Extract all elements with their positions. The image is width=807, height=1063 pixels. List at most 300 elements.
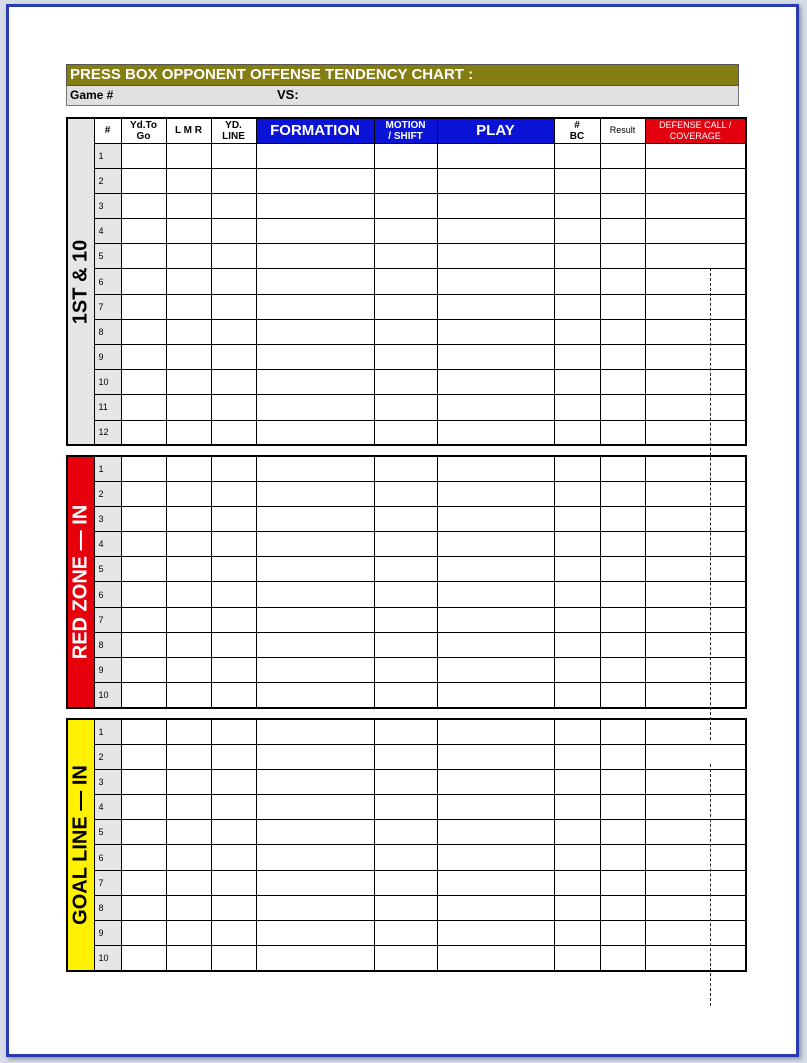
entry-cell[interactable] — [554, 395, 600, 420]
entry-cell[interactable] — [645, 845, 746, 870]
table-row — [67, 269, 746, 294]
entry-cell[interactable] — [645, 319, 746, 344]
entry-cell[interactable] — [121, 557, 166, 582]
entry-cell[interactable] — [121, 582, 166, 607]
entry-cell[interactable] — [554, 845, 600, 870]
entry-cell[interactable] — [166, 607, 211, 632]
entry-cell[interactable] — [211, 820, 256, 845]
entry-cell[interactable] — [437, 345, 554, 370]
entry-cell[interactable] — [645, 370, 746, 395]
entry-cell[interactable] — [374, 143, 437, 168]
entry-cell[interactable] — [121, 244, 166, 269]
entry-cell[interactable] — [645, 769, 746, 794]
entry-cell[interactable] — [374, 683, 437, 708]
entry-cell[interactable] — [211, 370, 256, 395]
entry-cell[interactable] — [600, 845, 645, 870]
entry-cell[interactable] — [211, 744, 256, 769]
entry-cell[interactable] — [256, 946, 374, 971]
entry-cell[interactable] — [437, 658, 554, 683]
entry-cell[interactable] — [121, 607, 166, 632]
entry-cell[interactable] — [121, 481, 166, 506]
entry-cell[interactable] — [645, 607, 746, 632]
entry-cell[interactable] — [600, 870, 645, 895]
entry-cell[interactable] — [437, 820, 554, 845]
entry-cell[interactable] — [166, 719, 211, 744]
entry-cell[interactable] — [211, 345, 256, 370]
entry-cell[interactable] — [374, 557, 437, 582]
entry-cell[interactable] — [645, 632, 746, 657]
entry-cell[interactable] — [554, 921, 600, 946]
entry-cell[interactable] — [554, 532, 600, 557]
entry-cell[interactable] — [554, 345, 600, 370]
entry-cell[interactable] — [166, 795, 211, 820]
entry-cell[interactable] — [256, 719, 374, 744]
entry-cell[interactable] — [166, 683, 211, 708]
entry-cell[interactable] — [166, 744, 211, 769]
entry-cell[interactable] — [121, 395, 166, 420]
entry-cell[interactable] — [166, 557, 211, 582]
entry-cell[interactable] — [374, 193, 437, 218]
entry-cell[interactable] — [256, 294, 374, 319]
entry-cell[interactable] — [437, 582, 554, 607]
entry-cell[interactable] — [121, 420, 166, 445]
entry-cell[interactable] — [256, 456, 374, 481]
entry-cell[interactable] — [256, 658, 374, 683]
table-row — [67, 193, 746, 218]
entry-cell[interactable] — [374, 895, 437, 920]
entry-cell[interactable] — [256, 193, 374, 218]
entry-cell[interactable] — [437, 219, 554, 244]
entry-cell[interactable] — [600, 557, 645, 582]
entry-cell[interactable] — [600, 168, 645, 193]
entry-cell[interactable] — [600, 795, 645, 820]
entry-cell[interactable] — [374, 607, 437, 632]
entry-cell[interactable] — [166, 532, 211, 557]
entry-cell[interactable] — [600, 319, 645, 344]
entry-cell[interactable] — [166, 168, 211, 193]
entry-cell[interactable] — [166, 632, 211, 657]
entry-cell[interactable] — [211, 219, 256, 244]
entry-cell[interactable] — [645, 219, 746, 244]
entry-cell[interactable] — [256, 845, 374, 870]
entry-cell[interactable] — [211, 395, 256, 420]
entry-cell[interactable] — [121, 506, 166, 531]
entry-cell[interactable] — [166, 345, 211, 370]
entry-cell[interactable] — [166, 921, 211, 946]
entry-cell[interactable] — [645, 456, 746, 481]
entry-cell[interactable] — [600, 658, 645, 683]
entry-cell[interactable] — [554, 481, 600, 506]
entry-cell[interactable] — [645, 395, 746, 420]
entry-cell[interactable] — [645, 658, 746, 683]
entry-cell[interactable] — [166, 845, 211, 870]
entry-cell[interactable] — [256, 269, 374, 294]
entry-cell[interactable] — [256, 532, 374, 557]
entry-cell[interactable] — [374, 319, 437, 344]
entry-cell[interactable] — [600, 683, 645, 708]
entry-cell[interactable] — [600, 895, 645, 920]
entry-cell[interactable] — [437, 395, 554, 420]
entry-cell[interactable] — [211, 921, 256, 946]
entry-cell[interactable] — [121, 193, 166, 218]
entry-cell[interactable] — [600, 370, 645, 395]
entry-cell[interactable] — [437, 168, 554, 193]
entry-cell[interactable] — [211, 269, 256, 294]
entry-cell[interactable] — [256, 744, 374, 769]
entry-cell[interactable] — [121, 820, 166, 845]
entry-cell[interactable] — [166, 895, 211, 920]
entry-cell[interactable] — [374, 845, 437, 870]
entry-cell[interactable] — [600, 769, 645, 794]
entry-cell[interactable] — [211, 143, 256, 168]
entry-cell[interactable] — [554, 506, 600, 531]
entry-cell[interactable] — [166, 769, 211, 794]
entry-cell[interactable] — [600, 481, 645, 506]
entry-cell[interactable] — [256, 168, 374, 193]
entry-cell[interactable] — [554, 219, 600, 244]
entry-cell[interactable] — [211, 946, 256, 971]
entry-cell[interactable] — [554, 168, 600, 193]
entry-cell[interactable] — [256, 557, 374, 582]
table-row — [67, 895, 746, 920]
entry-cell[interactable] — [645, 795, 746, 820]
entry-cell[interactable] — [121, 345, 166, 370]
entry-cell[interactable] — [374, 532, 437, 557]
entry-cell[interactable] — [554, 294, 600, 319]
entry-cell[interactable] — [256, 481, 374, 506]
entry-cell[interactable] — [256, 921, 374, 946]
entry-cell[interactable] — [374, 820, 437, 845]
row-number: 12 — [94, 420, 121, 445]
entry-cell[interactable] — [437, 632, 554, 657]
entry-cell[interactable] — [437, 481, 554, 506]
entry-cell[interactable] — [600, 143, 645, 168]
entry-cell[interactable] — [554, 607, 600, 632]
entry-cell[interactable] — [645, 895, 746, 920]
entry-cell[interactable] — [645, 921, 746, 946]
entry-cell[interactable] — [600, 744, 645, 769]
entry-cell[interactable] — [437, 795, 554, 820]
entry-cell[interactable] — [645, 143, 746, 168]
entry-cell[interactable] — [374, 345, 437, 370]
entry-cell[interactable] — [211, 420, 256, 445]
entry-cell[interactable] — [166, 219, 211, 244]
entry-cell[interactable] — [374, 219, 437, 244]
entry-cell[interactable] — [554, 370, 600, 395]
entry-cell[interactable] — [645, 870, 746, 895]
entry-cell[interactable] — [121, 143, 166, 168]
entry-cell[interactable] — [121, 269, 166, 294]
entry-cell[interactable] — [166, 456, 211, 481]
entry-cell[interactable] — [437, 870, 554, 895]
row-number: 2 — [94, 744, 121, 769]
entry-cell[interactable] — [121, 294, 166, 319]
entry-cell[interactable] — [600, 345, 645, 370]
entry-cell[interactable] — [211, 719, 256, 744]
entry-cell[interactable] — [166, 193, 211, 218]
entry-cell[interactable] — [374, 658, 437, 683]
entry-cell[interactable] — [374, 481, 437, 506]
entry-cell[interactable] — [256, 820, 374, 845]
entry-cell[interactable] — [166, 820, 211, 845]
entry-cell[interactable] — [645, 719, 746, 744]
entry-cell[interactable] — [554, 820, 600, 845]
entry-cell[interactable] — [374, 269, 437, 294]
entry-cell[interactable] — [256, 683, 374, 708]
entry-cell[interactable] — [645, 582, 746, 607]
entry-cell[interactable] — [645, 744, 746, 769]
entry-cell[interactable] — [374, 946, 437, 971]
entry-cell[interactable] — [374, 168, 437, 193]
entry-cell[interactable] — [211, 294, 256, 319]
entry-cell[interactable] — [374, 395, 437, 420]
entry-cell[interactable] — [256, 506, 374, 531]
entry-cell[interactable] — [121, 895, 166, 920]
entry-cell[interactable] — [437, 607, 554, 632]
entry-cell[interactable] — [121, 946, 166, 971]
entry-cell[interactable] — [554, 244, 600, 269]
entry-cell[interactable] — [437, 921, 554, 946]
table-row — [67, 744, 746, 769]
entry-cell[interactable] — [166, 658, 211, 683]
entry-cell[interactable] — [600, 219, 645, 244]
entry-cell[interactable] — [121, 769, 166, 794]
entry-cell[interactable] — [374, 870, 437, 895]
entry-cell[interactable] — [256, 632, 374, 657]
entry-cell[interactable] — [437, 532, 554, 557]
entry-cell[interactable] — [121, 795, 166, 820]
table-row — [67, 607, 746, 632]
game-info-bar — [66, 86, 739, 106]
entry-cell[interactable] — [166, 420, 211, 445]
entry-cell[interactable] — [645, 481, 746, 506]
entry-cell[interactable] — [211, 870, 256, 895]
entry-cell[interactable] — [121, 532, 166, 557]
entry-cell[interactable] — [437, 420, 554, 445]
entry-cell[interactable] — [121, 845, 166, 870]
entry-cell[interactable] — [437, 143, 554, 168]
entry-cell[interactable] — [437, 269, 554, 294]
entry-cell[interactable] — [211, 795, 256, 820]
entry-cell[interactable] — [437, 719, 554, 744]
entry-cell[interactable] — [121, 370, 166, 395]
entry-cell[interactable] — [121, 319, 166, 344]
entry-cell[interactable] — [374, 456, 437, 481]
entry-cell[interactable] — [121, 168, 166, 193]
table-row — [67, 795, 746, 820]
entry-cell[interactable] — [600, 506, 645, 531]
entry-cell[interactable] — [600, 632, 645, 657]
entry-cell[interactable] — [374, 632, 437, 657]
entry-cell[interactable] — [166, 244, 211, 269]
entry-cell[interactable] — [600, 269, 645, 294]
entry-cell[interactable] — [600, 244, 645, 269]
entry-cell[interactable] — [374, 719, 437, 744]
entry-cell[interactable] — [600, 607, 645, 632]
entry-cell[interactable] — [166, 582, 211, 607]
entry-cell[interactable] — [645, 506, 746, 531]
entry-cell[interactable] — [166, 870, 211, 895]
entry-cell[interactable] — [600, 719, 645, 744]
entry-cell[interactable] — [211, 557, 256, 582]
entry-cell[interactable] — [554, 769, 600, 794]
entry-cell[interactable] — [211, 582, 256, 607]
entry-cell[interactable] — [211, 658, 256, 683]
entry-cell[interactable] — [437, 895, 554, 920]
entry-cell[interactable] — [645, 168, 746, 193]
entry-cell[interactable] — [211, 632, 256, 657]
entry-cell[interactable] — [554, 632, 600, 657]
entry-cell[interactable] — [437, 557, 554, 582]
entry-cell[interactable] — [374, 921, 437, 946]
entry-cell[interactable] — [121, 658, 166, 683]
entry-cell[interactable] — [554, 582, 600, 607]
entry-cell[interactable] — [554, 870, 600, 895]
entry-cell[interactable] — [256, 345, 374, 370]
entry-cell[interactable] — [554, 895, 600, 920]
entry-cell[interactable] — [211, 607, 256, 632]
entry-cell[interactable] — [211, 481, 256, 506]
entry-cell[interactable] — [645, 244, 746, 269]
entry-cell[interactable] — [437, 683, 554, 708]
entry-cell[interactable] — [645, 420, 746, 445]
entry-cell[interactable] — [211, 845, 256, 870]
entry-cell[interactable] — [437, 769, 554, 794]
entry-cell[interactable] — [256, 582, 374, 607]
entry-cell[interactable] — [554, 420, 600, 445]
entry-cell[interactable] — [600, 921, 645, 946]
entry-cell[interactable] — [211, 683, 256, 708]
entry-cell[interactable] — [374, 744, 437, 769]
entry-cell[interactable] — [374, 370, 437, 395]
entry-cell[interactable] — [437, 370, 554, 395]
entry-cell[interactable] — [645, 193, 746, 218]
entry-cell[interactable] — [600, 420, 645, 445]
entry-cell[interactable] — [211, 244, 256, 269]
entry-cell[interactable] — [211, 193, 256, 218]
entry-cell[interactable] — [600, 946, 645, 971]
entry-cell[interactable] — [256, 395, 374, 420]
entry-cell[interactable] — [437, 193, 554, 218]
entry-cell[interactable] — [600, 294, 645, 319]
entry-cell[interactable] — [121, 719, 166, 744]
entry-cell[interactable] — [166, 294, 211, 319]
entry-cell[interactable] — [211, 506, 256, 531]
entry-cell[interactable] — [554, 557, 600, 582]
entry-cell[interactable] — [374, 769, 437, 794]
entry-cell[interactable] — [374, 244, 437, 269]
entry-cell[interactable] — [600, 193, 645, 218]
entry-cell[interactable] — [437, 845, 554, 870]
entry-cell[interactable] — [256, 870, 374, 895]
entry-cell[interactable] — [121, 219, 166, 244]
entry-cell[interactable] — [121, 921, 166, 946]
entry-cell[interactable] — [256, 219, 374, 244]
entry-cell[interactable] — [211, 168, 256, 193]
entry-cell[interactable] — [645, 683, 746, 708]
entry-cell[interactable] — [554, 744, 600, 769]
entry-cell[interactable] — [256, 319, 374, 344]
entry-cell[interactable] — [600, 532, 645, 557]
entry-cell[interactable] — [600, 456, 645, 481]
entry-cell[interactable] — [256, 769, 374, 794]
entry-cell[interactable] — [374, 506, 437, 531]
entry-cell[interactable] — [256, 143, 374, 168]
entry-cell[interactable] — [374, 294, 437, 319]
entry-cell[interactable] — [554, 193, 600, 218]
entry-cell[interactable] — [121, 683, 166, 708]
entry-cell[interactable] — [166, 143, 211, 168]
entry-cell[interactable] — [121, 870, 166, 895]
entry-cell[interactable] — [554, 143, 600, 168]
entry-cell[interactable] — [121, 456, 166, 481]
entry-cell[interactable] — [437, 744, 554, 769]
entry-cell[interactable] — [256, 895, 374, 920]
entry-cell[interactable] — [645, 345, 746, 370]
table-row — [67, 921, 746, 946]
entry-cell[interactable] — [256, 607, 374, 632]
entry-cell[interactable] — [256, 795, 374, 820]
entry-cell[interactable] — [600, 820, 645, 845]
entry-cell[interactable] — [554, 946, 600, 971]
entry-cell[interactable] — [645, 946, 746, 971]
entry-cell[interactable] — [121, 744, 166, 769]
entry-cell[interactable] — [600, 582, 645, 607]
entry-cell[interactable] — [645, 557, 746, 582]
entry-cell[interactable] — [554, 319, 600, 344]
entry-cell[interactable] — [374, 420, 437, 445]
entry-cell[interactable] — [256, 370, 374, 395]
entry-cell[interactable] — [554, 658, 600, 683]
entry-cell[interactable] — [374, 795, 437, 820]
entry-cell[interactable] — [166, 481, 211, 506]
entry-cell[interactable] — [645, 532, 746, 557]
entry-cell[interactable] — [211, 895, 256, 920]
entry-cell[interactable] — [166, 946, 211, 971]
entry-cell[interactable] — [374, 582, 437, 607]
entry-cell[interactable] — [437, 294, 554, 319]
entry-cell[interactable] — [437, 244, 554, 269]
entry-cell[interactable] — [166, 506, 211, 531]
entry-cell[interactable] — [554, 719, 600, 744]
entry-cell[interactable] — [211, 319, 256, 344]
entry-cell[interactable] — [554, 795, 600, 820]
entry-cell[interactable] — [211, 769, 256, 794]
entry-cell[interactable] — [437, 319, 554, 344]
entry-cell[interactable] — [121, 632, 166, 657]
entry-cell[interactable] — [166, 269, 211, 294]
entry-cell[interactable] — [256, 244, 374, 269]
entry-cell[interactable] — [645, 269, 746, 294]
entry-cell[interactable] — [437, 946, 554, 971]
entry-cell[interactable] — [554, 269, 600, 294]
entry-cell[interactable] — [554, 456, 600, 481]
entry-cell[interactable] — [645, 820, 746, 845]
entry-cell[interactable] — [645, 294, 746, 319]
row-number: 9 — [94, 921, 121, 946]
entry-cell[interactable] — [211, 456, 256, 481]
entry-cell[interactable] — [211, 532, 256, 557]
entry-cell[interactable] — [166, 395, 211, 420]
row-number: 9 — [94, 658, 121, 683]
entry-cell[interactable] — [437, 506, 554, 531]
entry-cell[interactable] — [554, 683, 600, 708]
entry-cell[interactable] — [166, 370, 211, 395]
entry-cell[interactable] — [166, 319, 211, 344]
entry-cell[interactable] — [256, 420, 374, 445]
entry-cell[interactable] — [437, 456, 554, 481]
entry-cell[interactable] — [600, 395, 645, 420]
